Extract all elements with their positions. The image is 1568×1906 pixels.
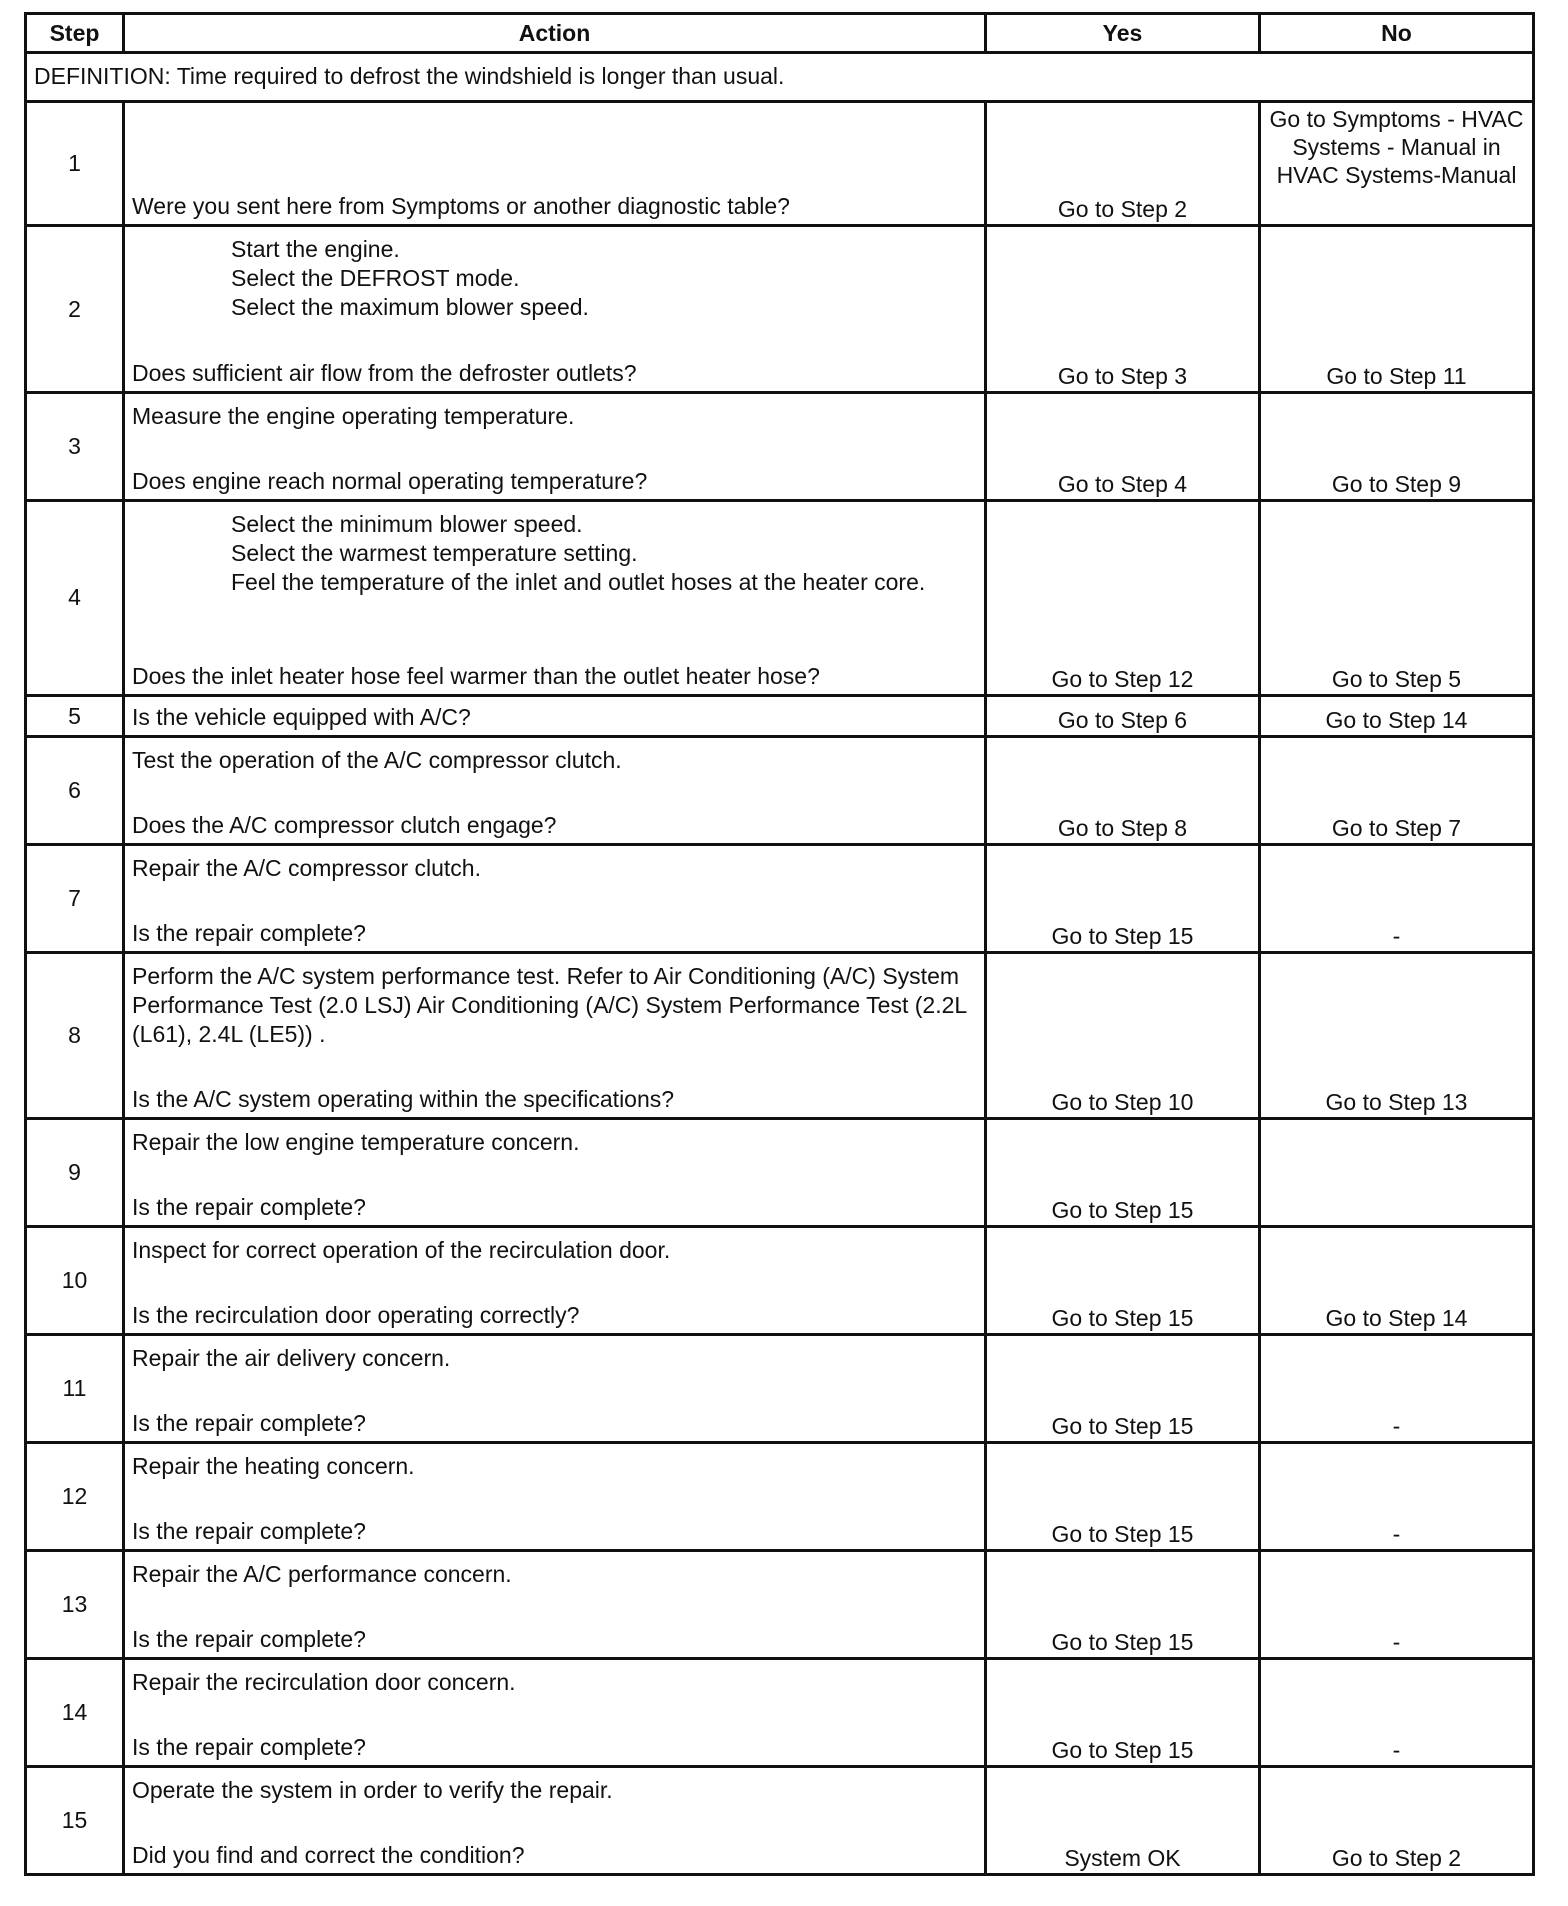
table-row — [26, 392, 1534, 500]
table-row — [26, 1551, 1534, 1659]
action-instructions — [132, 1560, 976, 1589]
action-instruction-line: Inspect for correct operation of the recirculation door. — [132, 1237, 671, 1264]
definition-text: DEFINITION: Time required to defrost the windshield is longer than usual. — [26, 53, 1534, 102]
action-instruction-line: Repair the recirculation door concern. — [132, 1668, 516, 1695]
action-instruction-line: Feel the temperature of the inlet and outlet hoses at the heater core. — [231, 568, 926, 595]
action-instruction-line: Repair the air delivery concern. — [132, 1345, 451, 1372]
action-instruction-line: Measure the engine operating temperature. — [132, 402, 575, 429]
action-instruction-line: Perform the A/C system performance test. Refer to Air Conditioning (A/C) System Performance Test (2.0 LSJ) Air Conditioning (A/C) System Performance Test (2.2L (L61), 2.4L (LE5)) . — [132, 963, 967, 1048]
yes-result: Go to Step 15 — [986, 1119, 1260, 1227]
action-question: Did you find and correct the condition? — [132, 1842, 525, 1868]
table-row — [26, 1658, 1534, 1766]
action-cell — [124, 1227, 986, 1335]
action-instruction-line: Select the DEFROST mode. — [231, 265, 520, 292]
action-instruction-line: Repair the heating concern. — [132, 1453, 415, 1480]
table-row — [26, 226, 1534, 392]
no-result: Go to Step 2 — [1260, 1766, 1534, 1874]
action-cell — [124, 1443, 986, 1551]
yes-result: Go to Step 15 — [986, 1551, 1260, 1659]
step-number: 15 — [26, 1766, 124, 1874]
action-cell — [124, 845, 986, 953]
step-number: 8 — [26, 953, 124, 1119]
action-instructions — [132, 1344, 976, 1373]
action-instruction-line: Repair the low engine temperature concern. — [132, 1129, 580, 1156]
action-question: Is the A/C system operating within the specifications? — [132, 1086, 675, 1113]
no-result: - — [1260, 1658, 1534, 1766]
action-instructions — [132, 746, 976, 775]
header-row — [26, 14, 1534, 53]
action-question: Does the A/C compressor clutch engage? — [132, 812, 557, 839]
step-number: 7 — [26, 845, 124, 953]
step-number: 14 — [26, 1658, 124, 1766]
yes-result: Go to Step 15 — [986, 1227, 1260, 1335]
yes-result: Go to Step 3 — [986, 226, 1260, 392]
yes-result: Go to Step 10 — [986, 953, 1260, 1119]
no-result: Go to Step 7 — [1260, 737, 1534, 845]
action-instructions — [132, 962, 976, 1049]
action-cell — [124, 1119, 986, 1227]
step-number: 11 — [26, 1335, 124, 1443]
no-result: Go to Step 14 — [1260, 695, 1534, 736]
action-instruction-line: Repair the A/C compressor clutch. — [132, 855, 481, 882]
yes-result: Go to Step 2 — [986, 101, 1260, 226]
action-instructions — [231, 510, 976, 597]
no-result: - — [1260, 1443, 1534, 1551]
action-question: Is the repair complete? — [132, 920, 366, 947]
action-question: Is the repair complete? — [132, 1733, 366, 1760]
action-cell — [124, 392, 986, 500]
table-row — [26, 1227, 1534, 1335]
table-row — [26, 953, 1534, 1119]
step-number: 5 — [26, 695, 124, 736]
action-instruction-line: Test the operation of the A/C compressor clutch. — [132, 747, 622, 774]
table-row — [26, 1766, 1534, 1874]
yes-result: Go to Step 15 — [986, 1443, 1260, 1551]
step-number: 4 — [26, 500, 124, 695]
yes-result: Go to Step 12 — [986, 500, 1260, 695]
action-cell — [124, 1658, 986, 1766]
action-instruction-line: Operate the system in order to verify the repair. — [132, 1776, 613, 1803]
yes-result: Go to Step 15 — [986, 845, 1260, 953]
step-number: 13 — [26, 1551, 124, 1659]
no-result: Go to Step 13 — [1260, 953, 1534, 1119]
action-question: Were you sent here from Symptoms or another diagnostic table? — [132, 193, 790, 220]
table-row — [26, 737, 1534, 845]
yes-result: Go to Step 8 — [986, 737, 1260, 845]
action-cell — [124, 1335, 986, 1443]
action-instruction-line: Repair the A/C performance concern. — [132, 1561, 512, 1588]
table-row — [26, 101, 1534, 226]
action-cell — [124, 1551, 986, 1659]
action-question: Does engine reach normal operating temperature? — [132, 467, 648, 494]
action-instructions — [132, 1128, 976, 1157]
no-result — [1260, 1119, 1534, 1227]
action-cell — [124, 101, 986, 226]
definition-row — [26, 53, 1534, 102]
action-cell — [124, 500, 986, 695]
yes-result: System OK — [986, 1766, 1260, 1874]
table-row — [26, 695, 1534, 736]
yes-result: Go to Step 15 — [986, 1658, 1260, 1766]
action-question: Does sufficient air flow from the defroster outlets? — [132, 359, 637, 386]
no-result: Go to Step 5 — [1260, 500, 1534, 695]
step-number: 12 — [26, 1443, 124, 1551]
no-result: - — [1260, 1335, 1534, 1443]
step-number: 6 — [26, 737, 124, 845]
action-question: Is the repair complete? — [132, 1625, 366, 1652]
action-question: Is the repair complete? — [132, 1194, 366, 1221]
yes-result: Go to Step 6 — [986, 695, 1260, 736]
action-instruction-line: Start the engine. — [231, 236, 400, 263]
action-instruction-line: Select the warmest temperature setting. — [231, 539, 638, 566]
no-result: - — [1260, 845, 1534, 953]
action-instructions — [231, 235, 976, 322]
action-question: Is the recirculation door operating correctly? — [132, 1302, 580, 1329]
step-number: 10 — [26, 1227, 124, 1335]
action-instruction-line: Select the maximum blower speed. — [231, 294, 589, 321]
no-result: - — [1260, 1551, 1534, 1659]
diagnostic-table — [24, 12, 1535, 1876]
table-row — [26, 845, 1534, 953]
no-result: Go to Step 9 — [1260, 392, 1534, 500]
step-number: 9 — [26, 1119, 124, 1227]
action-instructions — [132, 1452, 976, 1481]
action-cell — [124, 953, 986, 1119]
action-question: Is the repair complete? — [132, 1410, 366, 1437]
step-number: 2 — [26, 226, 124, 392]
action-instructions — [132, 402, 976, 431]
action-instructions — [132, 1776, 976, 1805]
table-row — [26, 1119, 1534, 1227]
table-row — [26, 1443, 1534, 1551]
action-instruction-line: Select the minimum blower speed. — [231, 510, 583, 537]
step-number: 1 — [26, 101, 124, 226]
header-action: Action — [124, 14, 986, 53]
action-question: Does the inlet heater hose feel warmer than the outlet heater hose? — [132, 662, 820, 689]
action-instructions — [132, 1668, 976, 1697]
table-row — [26, 500, 1534, 695]
action-cell — [124, 737, 986, 845]
header-yes: Yes — [986, 14, 1260, 53]
table-row — [26, 1335, 1534, 1443]
header-step: Step — [26, 14, 124, 53]
action-cell — [124, 1766, 986, 1874]
action-instructions — [132, 854, 976, 883]
no-result: Go to Step 11 — [1260, 226, 1534, 392]
action-instructions — [132, 1236, 976, 1265]
step-number: 3 — [26, 392, 124, 500]
no-result: Go to Step 14 — [1260, 1227, 1534, 1335]
action-question: Is the repair complete? — [132, 1518, 366, 1545]
action-cell — [124, 226, 986, 392]
action-question: Is the vehicle equipped with A/C? — [132, 704, 471, 731]
yes-result: Go to Step 15 — [986, 1335, 1260, 1443]
yes-result: Go to Step 4 — [986, 392, 1260, 500]
header-no: No — [1260, 14, 1534, 53]
action-cell — [124, 695, 986, 736]
no-result: Go to Symptoms - HVAC Systems - Manual in HVAC Systems-Manual — [1260, 101, 1534, 226]
